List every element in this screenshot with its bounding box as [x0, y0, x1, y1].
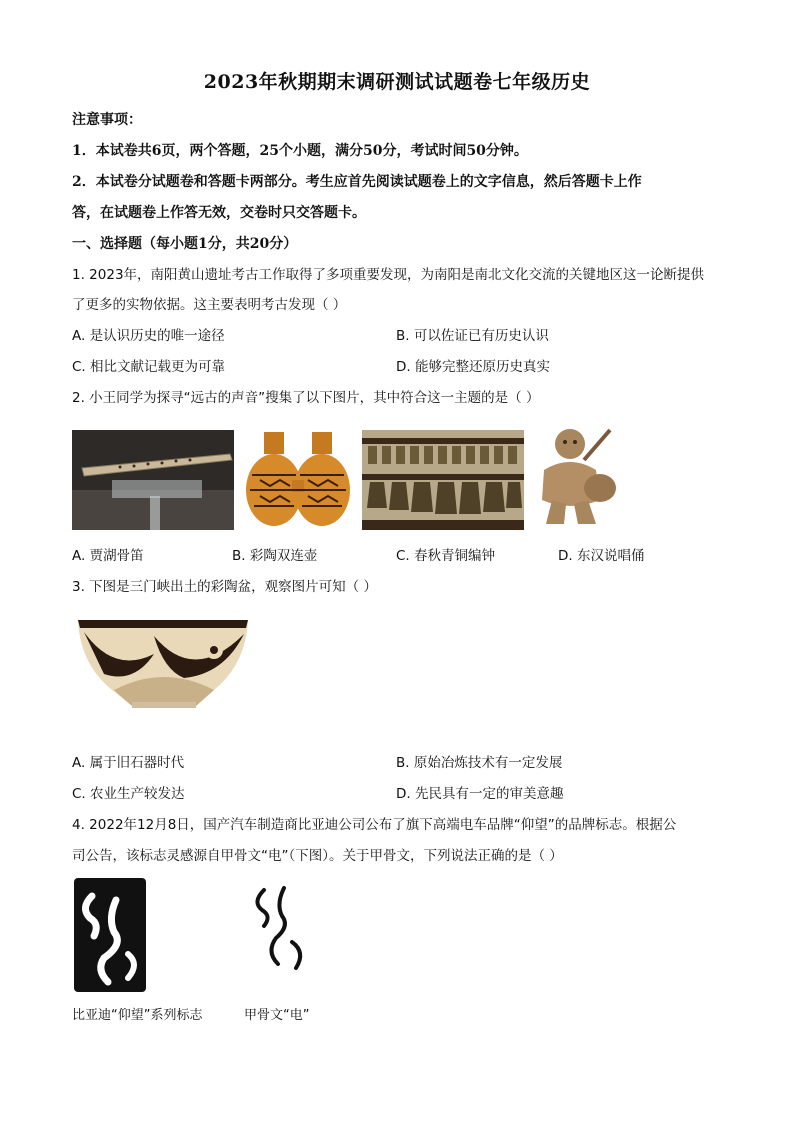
- q1-stem-line-1: 1. 2023年，南阳黄山遗址考古工作取得了多项重要发现，为南阳是南北文化交流的关键地区这一论断提供: [72, 267, 705, 283]
- double-pot-image: [240, 430, 356, 530]
- q3-stem: 3. 下图是三门峡出土的彩陶盆，观察图片可知（ ）: [72, 579, 377, 595]
- q2-option-c: C. 春秋青铜编钟: [396, 548, 496, 564]
- bone-flute-image: [72, 430, 234, 530]
- exam-title: 2023年秋期期末调研测试试题卷七年级历史: [203, 71, 591, 93]
- yangwang-logo-icon: [74, 878, 146, 992]
- q3-option-a: A. 属于旧石器时代: [72, 755, 185, 771]
- notice-heading: 注意事项：: [72, 112, 142, 128]
- painted-basin-image: [74, 614, 252, 714]
- notice-item-2-line-1: 2．本试卷分试题卷和答题卡两部分。考生应首先阅读试题卷上的文字信息，然后答题卡上作: [72, 174, 642, 190]
- q4-stem-line-1: 4. 2022年12月8日，国产汽车制造商比亚迪公司公布了旗下高端电车品牌“仰望”的品牌标志。根据公: [72, 817, 677, 833]
- oracle-bone-dian-icon: [250, 882, 312, 982]
- q3-option-d: D. 先民具有一定的审美意趣: [396, 786, 564, 802]
- q2-option-a: A. 贾湖骨笛: [72, 548, 144, 564]
- q3-option-b: B. 原始冶炼技术有一定发展: [396, 755, 563, 771]
- q2-option-d: D. 东汉说唱俑: [558, 548, 645, 564]
- q4-stem-line-2: 司公告，该标志灵感源自甲骨文“电”（下图）。关于甲骨文，下列说法正确的是（ ）: [72, 848, 563, 864]
- q1-option-a: A. 是认识历史的唯一途径: [72, 328, 225, 344]
- q2-stem: 2. 小王同学为探寻“远古的声音”搜集了以下图片，其中符合这一主题的是（ ）: [72, 390, 540, 406]
- q1-option-c: C. 相比文献记载更为可靠: [72, 359, 226, 375]
- q1-option-b: B. 可以佐证已有历史认识: [396, 328, 549, 344]
- section-heading-choice: 一、选择题（每小题1分，共20分）: [72, 236, 298, 252]
- q3-option-c: C. 农业生产较发达: [72, 786, 185, 802]
- caption-oracle-bone-dian: 甲骨文“电”: [244, 1008, 310, 1023]
- q1-stem-line-2: 了更多的实物依据。这主要表明考古发现（ ）: [72, 297, 347, 313]
- caption-yangwang-logo: 比亚迪“仰望”系列标志: [72, 1008, 203, 1023]
- notice-item-2-line-2: 答，在试题卷上作答无效，交卷时只交答题卡。: [72, 205, 366, 221]
- storyteller-figurine-image: [530, 420, 622, 530]
- q2-option-b: B. 彩陶双连壶: [232, 548, 318, 564]
- notice-item-1: 1．本试卷共6页，两个答题，25个小题，满分50分，考试时间50分钟。: [72, 143, 528, 159]
- bronze-bells-image: [362, 430, 524, 530]
- q1-option-d: D. 能够完整还原历史真实: [396, 359, 550, 375]
